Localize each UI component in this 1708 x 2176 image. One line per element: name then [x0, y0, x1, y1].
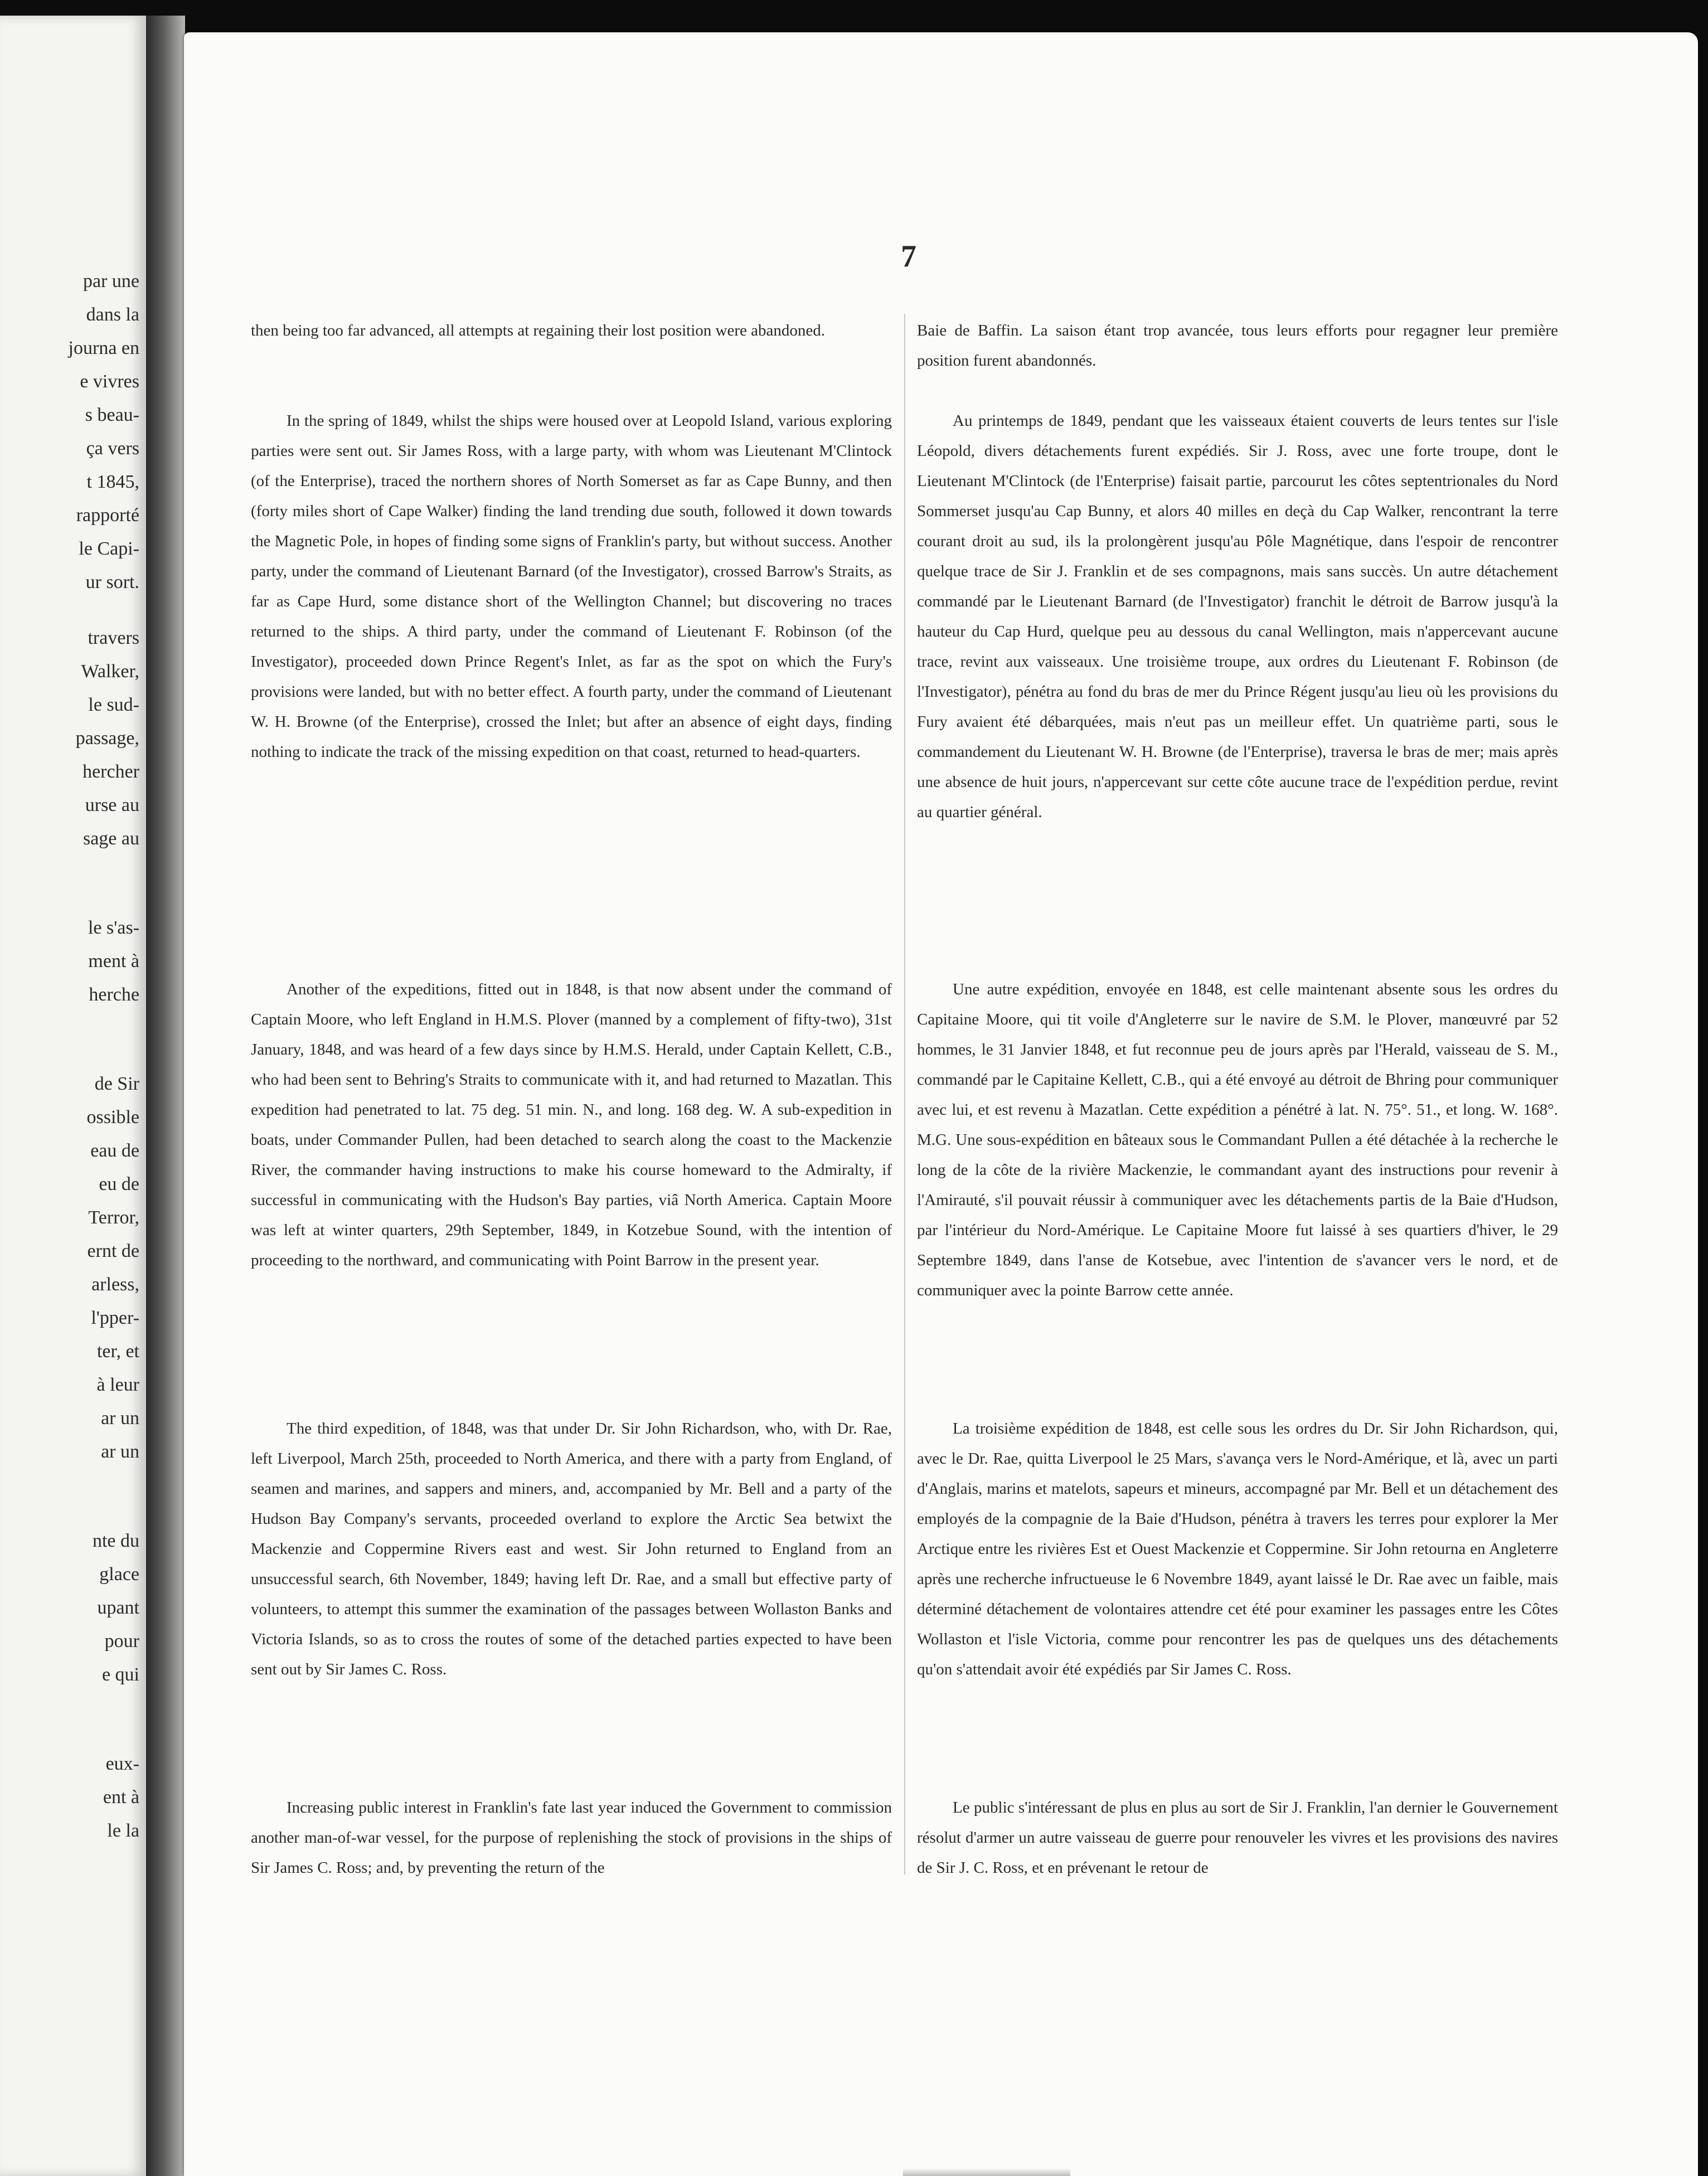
previous-page-line-fragment: pour [104, 1631, 139, 1652]
french-paragraph: La troisième expédition de 1848, est celle sous les ordres du Dr. Sir John Richardson, qui, avec le Dr. Rae, quitta Liverpool le 25 Mars, s'avança vers le Nord-Amérique, et là, avec un parti d'Anglais, marins et matelots, sapeurs et mineurs, accompagné par Mr. Bell et un détachement des employés de la compagnie de la Baie d'Hudson, pénétra à travers les terres pour explorer la Mer Arctique entre les rivières Est et Ouest Mackenzie et Coppermine. Sir John retourna en Angleterre après une recherche infructueuse le 6 Novembre 1849, ayant laissé le Dr. Rae avec un faible, mais déterminé détachement de volontaires attendre cet été pour examiner les passages entre les Côtes Wollaston et l'isle Victoria, comme pour rencontrer les pas de quelques uns des détachements qu'on s'attendait avoir été expédiés par Sir James C. Ross. [917, 1420, 1558, 1678]
french-paragraph: Baie de Baffin. La saison étant trop avancée, tous leurs efforts pour regagner leur première position furent abandonnés. [917, 322, 1558, 370]
previous-page-line-fragment: eu de [99, 1174, 139, 1194]
previous-page-line-fragment: ossible [86, 1107, 139, 1128]
previous-page-line-fragment: ernt de [87, 1241, 139, 1261]
previous-page-line-fragment: le s'as- [88, 917, 139, 938]
english-paragraph: Another of the expeditions, fitted out in 1848, is that now absent under the command of Captain Moore, who left England in H.M.S. Plover (manned by a complement of fifty-two), 31st January, 1848, and was heard of a few days since by H.M.S. Herald, under Captain Kellett, C.B., who had been sent to Behring's Straits to communicate with it, and had returned to Mazatlan. This expedition had penetrated to lat. 75 deg. 51 min. N., and long. 168 deg. W. A sub-expedition in boats, under Commander Pullen, had been detached to search along the coast to the Mackenzie River, the commander having instructions to make his course homeward to the Admiralty, if successful in communicating with the Hudson's Bay parties, viâ North America. Captain Moore was left at winter quarters, 29th September, 1849, in Kotzebue Sound, with the intention of proceeding to the northward, and communicating with Point Barrow in the present year. [251, 980, 892, 1269]
french-paragraph: Une autre expédition, envoyée en 1848, est celle maintenant absente sous les ordres du Capitaine Moore, qui tit voile d'Angleterre sur le navire de S.M. le Plover, manœuvré par 52 hommes, le 31 Janvier 1848, et fut reconnue peu de jours après par l'Herald, vaisseau de S. M., commandé par le Capitaine Kellett, C.B., qui a été envoyé au détroit de Bhring pour communiquer avec lui, et est revenu à Mazatlan. Cette expédition a pénétré à lat. N. 75°. 51., et long. W. 168°. M.G. Une sous-expédition en bâteaux sous le Commandant Pullen a été détachée à la recherche le long de la côte de la rivière Mackenzie, le commandant ayant des instructions pour revenir à l'Amirauté, s'il pouvait réussir à communiquer avec les détachements partis de la Baie d'Hudson, par l'intérieur du Nord-Amérique. Le Capitaine Moore fut laissé à ses quartiers d'hiver, le 29 Septembre 1849, dans l'anse de Kotsebue, avec l'intention de s'avancer vers le nord, et de communiquer avec la pointe Barrow cette année. [917, 980, 1558, 1299]
previous-page-line-fragment: arless, [91, 1274, 139, 1295]
previous-page-edge [0, 16, 148, 2176]
previous-page-line-fragment: nte du [92, 1531, 139, 1551]
previous-page-line-fragment: ar un [101, 1441, 139, 1462]
previous-page-line-fragment: journa en [68, 338, 139, 358]
previous-page-line-fragment: le sud- [88, 694, 139, 715]
previous-page-line-fragment: ter, et [96, 1341, 139, 1362]
previous-page-line-fragment: Terror, [88, 1207, 139, 1228]
english-paragraph: Increasing public interest in Franklin's fate last year induced the Government to commission another man-of-war vessel, for the purpose of replenishing the stock of provisions in the ships of Sir James C. Ross; and, by preventing the return of the [251, 1799, 892, 1877]
english-paragraph: The third expedition, of 1848, was that under Dr. Sir John Richardson, who, with Dr. Rae, left Liverpool, March 25th, proceeded to North America, and there with a party from England, of seamen and marines, and sappers and miners, and, accompanied by Mr. Bell and a party of the Hudson Bay Company's servants, proceeded overland to explore the Arctic Sea betwixt the Mackenzie and Coppermine Rivers east and west. Sir John returned to England from an unsuccessful search, 6th November, 1849; having left Dr. Rae, and a small but effective party of volunteers, to attempt this summer the examination of the passages between Wollaston Banks and Victoria Islands, so as to cross the routes of some of the detached parties expected to have been sent out by Sir James C. Ross. [251, 1420, 892, 1678]
french-paragraph: Le public s'intéressant de plus en plus au sort de Sir J. Franklin, l'an dernier le Gouvernement résolut d'armer un autre vaisseau de guerre pour renouveler les vivres et les provisions des navires de Sir J. C. Ross, et en prévenant le retour de [917, 1799, 1558, 1877]
previous-page-line-fragment: l'pper- [91, 1308, 139, 1328]
book-gutter [146, 16, 185, 2176]
previous-page-line-fragment: ça vers [86, 438, 139, 459]
previous-page-line-fragment: travers [88, 628, 139, 648]
previous-page-line-fragment: Walker, [81, 661, 139, 682]
previous-page-line-fragment: ent à [103, 1787, 139, 1808]
previous-page-line-fragment: passage, [75, 728, 139, 749]
previous-page-line-fragment: ur sort. [85, 572, 139, 592]
previous-page-line-fragment: glace [99, 1564, 139, 1585]
previous-page-line-fragment: t 1845, [86, 472, 139, 492]
previous-page-line-fragment: rapporté [76, 505, 139, 526]
previous-page-line-fragment: herche [89, 984, 139, 1005]
english-paragraph: In the spring of 1849, whilst the ships were housed over at Leopold Island, various exploring parties were sent out. Sir James Ross, with a large party, with whom was Lieutenant M'Clintock (of the Enterprise), traced the northern shores of North Somerset as far as Cape Bunny, and then (forty miles short of Cape Walker) finding the land trending due south, followed it down towards the Magnetic Pole, in hopes of finding some signs of Franklin's party, but without success. Another party, under the command of Lieutenant Barnard (of the Investigator), crossed Barrow's Straits, as far as Cape Hurd, some distance short of the Wellington Channel; but discovering no traces returned to the ships. A third party, under the command of Lieutenant F. Robinson (of the Investigator), proceeded down Prince Regent's Inlet, as far as the spot on which the Fury's provisions were landed, but with no better effect. A fourth party, under the command of Lieutenant W. H. Browne (of the Enterprise), crossed the Inlet; but after an absence of eight days, finding nothing to indicate the track of the missing expedition on that coast, returned to head-quarters. [251, 412, 892, 761]
previous-page-line-fragment: ar un [101, 1408, 139, 1429]
page-number: 7 [901, 239, 916, 274]
previous-page-line-fragment: le Capi- [79, 538, 139, 559]
previous-page-line-fragment: dans la [86, 304, 139, 325]
column-divider [904, 314, 905, 1874]
previous-page-line-fragment: upant [97, 1597, 139, 1618]
previous-page-line-fragment: urse au [85, 795, 139, 815]
previous-page-line-fragment: eau de [90, 1140, 139, 1161]
book-page [184, 32, 1698, 2176]
previous-page-line-fragment: s beau- [85, 405, 139, 425]
previous-page-line-fragment: par une [83, 271, 139, 292]
previous-page-line-fragment: le la [107, 1820, 139, 1841]
previous-page-line-fragment: sage au [83, 828, 139, 849]
page-fold-shadow [903, 2168, 1070, 2176]
previous-page-line-fragment: e vivres [80, 371, 139, 392]
previous-page-line-fragment: de Sir [94, 1074, 139, 1094]
previous-page-line-fragment: à leur [96, 1374, 139, 1395]
french-paragraph: Au printemps de 1849, pendant que les vaisseaux étaient couverts de leurs tentes sur l'isle Léopold, divers détachements furent expédiés. Sir J. Ross, avec une forte troupe, dont le Lieutenant M'Clintock (de l'Enterprise) faisait partie, parcourut les côtes septentrionales du Nord Sommerset jusqu'au Cap Bunny, et alors 40 milles en deçà du Cap Walker, rencontrant la terre courant droit au sud, ils la prolongèrent jusqu'au Pôle Magnétique, dans l'espoir de rencontrer quelque trace de Sir J. Franklin et de ses compagnons, mais sans succès. Un autre détachement commandé par le Lieutenant Barnard (de l'Investigator) franchit le détroit de Barrow jusqu'à la hauteur du Cap Hurd, quelque peu au dessous du canal Wellington, mais n'appercevant aucune trace, revint aux vaisseaux. Une troisième troupe, aux ordres du Lieutenant F. Robinson (de l'Investigator), pénétra au fond du bras de mer du Prince Régent jusqu'au lieu où les provisions du Fury avaient été débarquées, mais n'eut pas un meilleur effet. Un quatrième parti, sous le commandement du Lieutenant W. H. Browne (de l'Enterprise), traversa le bras de mer; mais après une absence de huit jours, n'appercevant sur cette côte aucune trace de l'expédition perdue, revint au quartier général. [917, 412, 1558, 821]
english-paragraph: then being too far advanced, all attempts at regaining their lost position were abandoned. [251, 322, 825, 339]
previous-page-line-fragment: eux- [105, 1754, 139, 1774]
previous-page-line-fragment: ment à [88, 951, 139, 972]
previous-page-line-fragment: e qui [101, 1664, 139, 1685]
previous-page-line-fragment: hercher [83, 761, 139, 782]
